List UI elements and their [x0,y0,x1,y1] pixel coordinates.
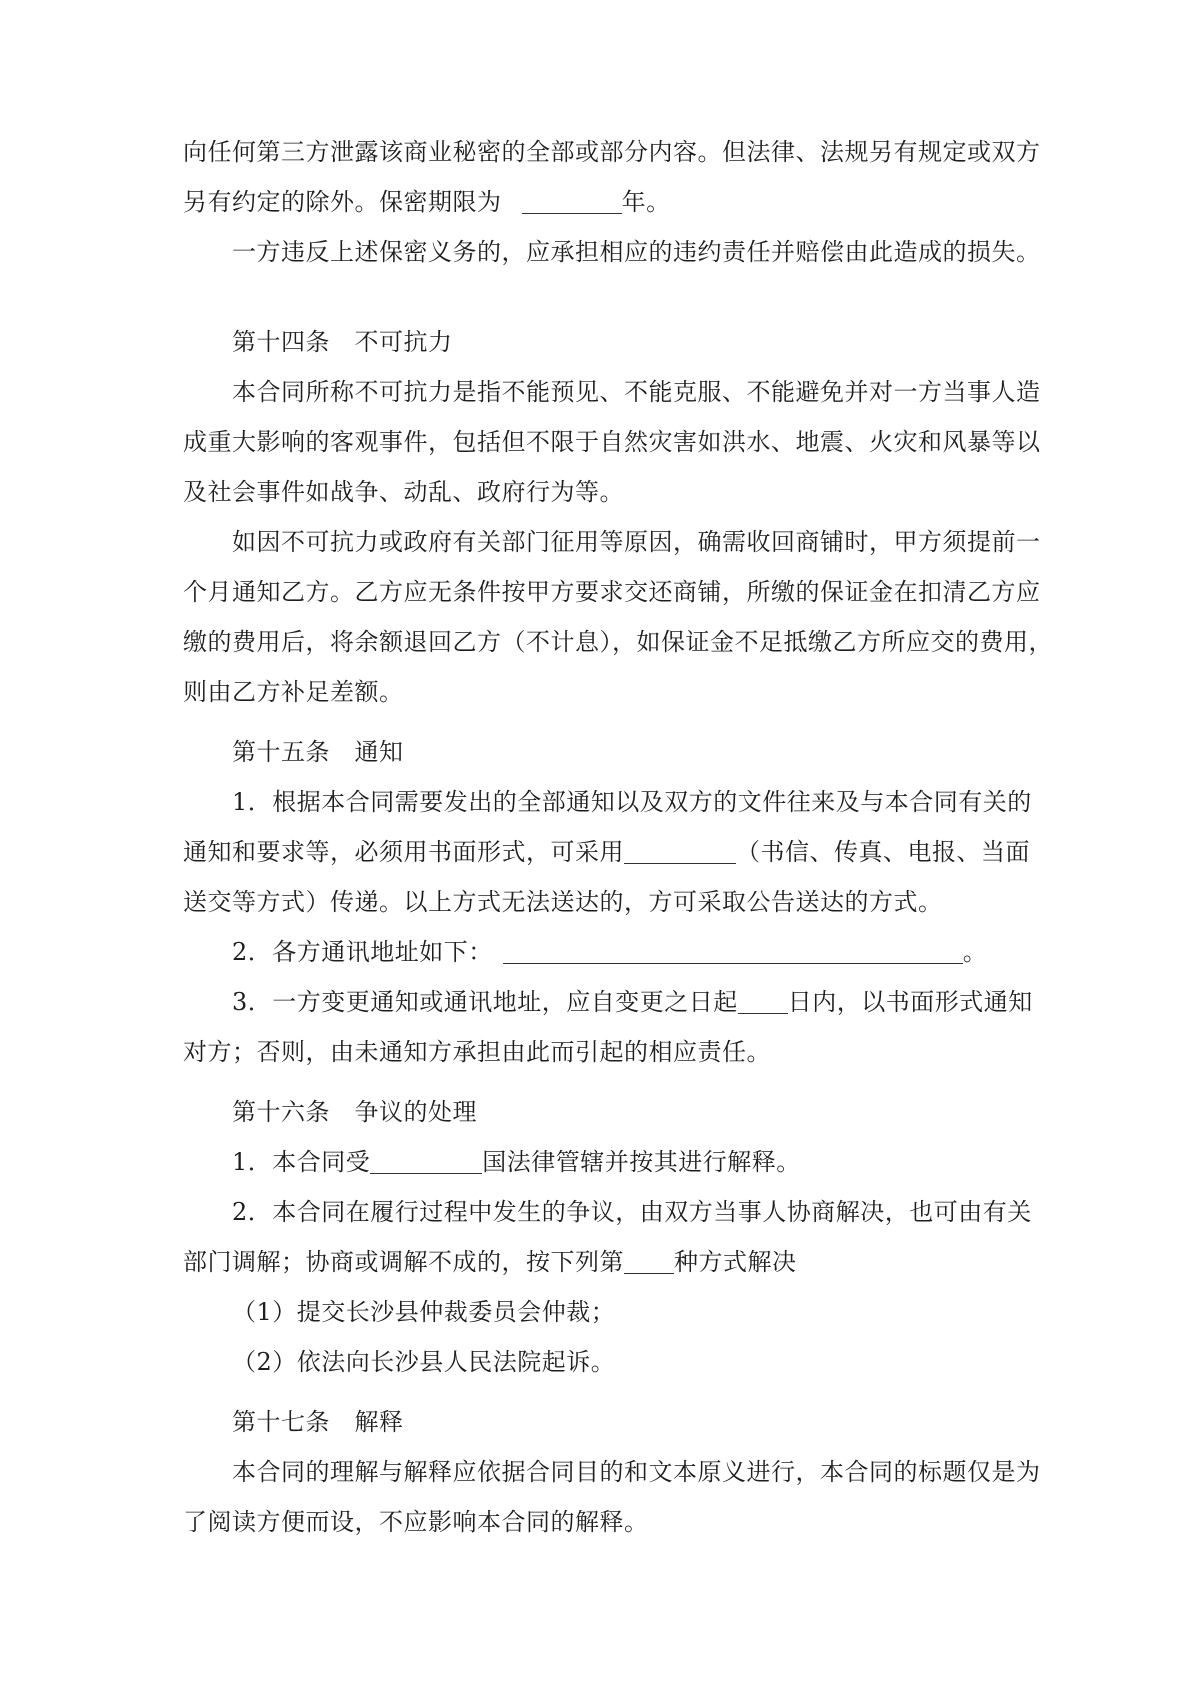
blank-field-period-years [522,189,622,214]
paragraph-line: 向任何第三方泄露该商业秘密的全部或部分内容。但法律、法规另有规定或双方 [183,138,1041,166]
section-heading-16: 第十六条 争议的处理 [232,1098,477,1126]
text-segment: 1．本合同受 [232,1148,371,1176]
paragraph-line: 如因不可抗力或政府有关部门征用等原因，确需收回商铺时，甲方须提前一 [232,528,1041,556]
paragraph-line: 本合同所称不可抗力是指不能预见、不能克服、不能避免并对一方当事人造 [232,378,1041,406]
paragraph-line: 一方违反上述保密义务的，应承担相应的违约责任并赔偿由此造成的损失。 [232,238,1041,266]
blank-field-governing-law [370,1149,482,1174]
text-segment: 另有约定的除外。保密期限为 [183,188,502,216]
paragraph-line: 缴的费用后，将余额退回乙方（不计息），如保证金不足抵缴乙方所应交的费用， [183,628,1053,656]
paragraph-line: 则由乙方补足差额。 [183,678,404,706]
text-segment: 通知和要求等，必须用书面形式，可采用 [183,838,624,866]
paragraph-line: （2）依法向长沙县人民法院起诉。 [232,1348,616,1376]
paragraph-line: 2．本合同在履行过程中发生的争议，由双方当事人协商解决，也可由有关 [232,1198,1032,1226]
paragraph-line: 本合同的理解与解释应依据合同目的和文本原义进行，本合同的标题仅是为 [232,1458,1041,1486]
paragraph-line [183,1246,797,1278]
paragraph-line [232,986,1033,1018]
text-segment: 3．一方变更通知或通讯地址，应自变更之日起 [232,988,738,1016]
text-segment: 。 [962,938,988,966]
section-heading-17: 第十七条 解释 [232,1408,404,1436]
text-segment: 2．各方通讯地址如下： [232,938,493,966]
section-heading-15: 第十五条 通知 [232,738,404,766]
paragraph-line: 成重大影响的客观事件，包括但不限于自然灾害如洪水、地震、火灾和风暴等以 [183,428,1041,456]
paragraph-line [183,836,1030,868]
paragraph-line: 对方；否则，由未通知方承担由此而引起的相应责任。 [183,1038,771,1066]
paragraph-line [183,186,671,218]
text-segment: 部门调解；协商或调解不成的，按下列第 [183,1248,624,1276]
blank-field-days [738,989,788,1014]
paragraph-line: 及社会事件如战争、动乱、政府行为等。 [183,478,624,506]
section-heading-14: 第十四条 不可抗力 [232,328,453,356]
paragraph-line: 个月通知乙方。乙方应无条件按甲方要求交还商铺，所缴的保证金在扣清乙方应 [183,578,1041,606]
blank-field-notice-method [624,839,736,864]
text-segment: 日内，以书面形式通知 [787,988,1033,1016]
text-segment: （书信、传真、电报、当面 [736,838,1030,866]
paragraph-line: 了阅读方便而设，不应影响本合同的解释。 [183,1508,649,1536]
paragraph-line: 送交等方式）传递。以上方式无法送达的，方可采取公告送达的方式。 [183,888,943,916]
blank-field-method-number [624,1249,674,1274]
blank-field-address [503,939,963,964]
paragraph-line [232,1146,801,1178]
text-segment: 种方式解决 [674,1248,797,1276]
paragraph-line [232,936,987,968]
paragraph-line: 1．根据本合同需要发出的全部通知以及双方的文件往来及与本合同有关的 [232,788,1032,816]
paragraph-line: （1）提交长沙县仲裁委员会仲裁； [232,1298,616,1326]
text-segment: 国法律管辖并按其进行解释。 [482,1148,801,1176]
text-segment: 年。 [621,188,671,216]
